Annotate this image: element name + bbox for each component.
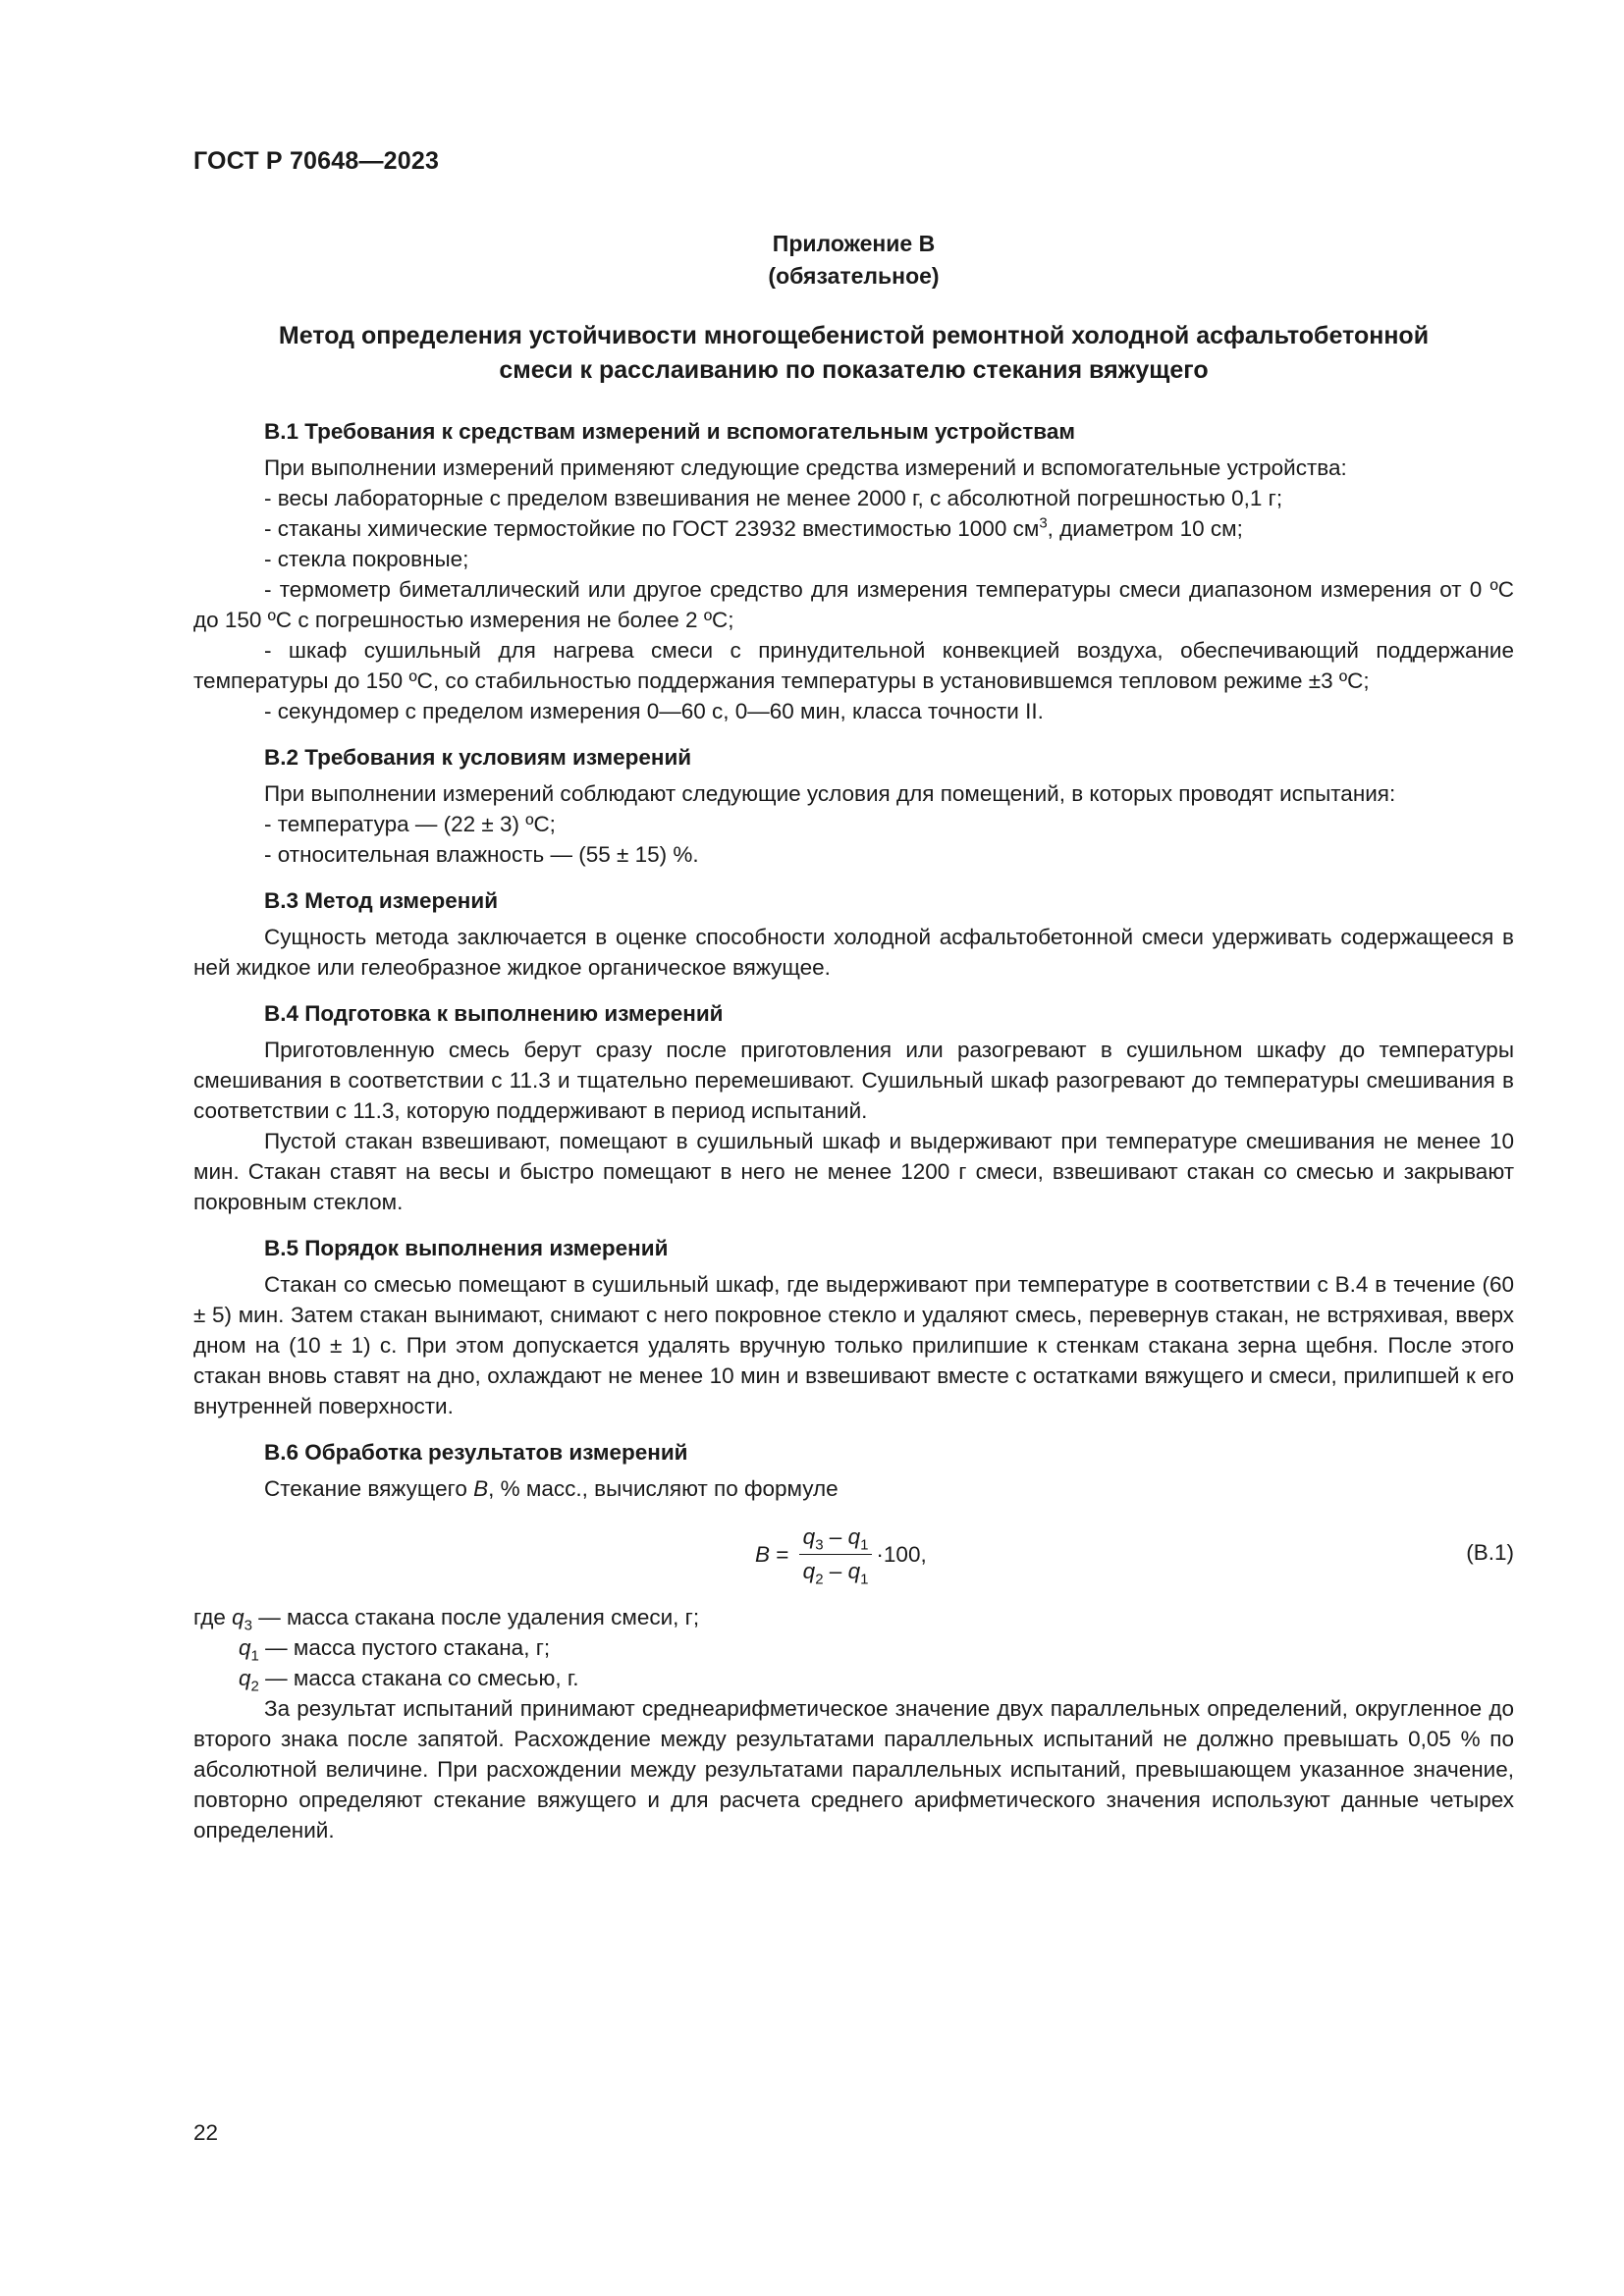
text: где <box>193 1605 233 1629</box>
operator: – <box>823 1523 848 1549</box>
subscript: 2 <box>815 1571 824 1587</box>
list-item-text: , диаметром 10 см; <box>1047 516 1243 541</box>
formula-number: (В.1) <box>1466 1540 1514 1565</box>
annex-label: Приложение В <box>772 231 936 256</box>
list-item <box>193 513 1514 544</box>
subscript: 3 <box>815 1536 824 1553</box>
subscript: 2 <box>250 1678 259 1695</box>
document-page <box>193 0 1514 2296</box>
list-item: - стекла покровные; <box>264 547 469 571</box>
formula-lhs: B <box>755 1541 771 1567</box>
paragraph <box>193 1473 1514 1504</box>
variable: q <box>847 1558 861 1583</box>
text: — масса стакана со смесью, г. <box>258 1666 579 1690</box>
superscript: 3 <box>1039 514 1048 532</box>
operator: – <box>823 1558 848 1583</box>
text: Стекание вяжущего <box>264 1476 474 1501</box>
formula-tail: ·100, <box>876 1541 927 1567</box>
document-id: ГОСТ Р 70648—2023 <box>193 147 440 175</box>
where-item <box>193 1663 1514 1693</box>
paragraph: При выполнении измерений применяют следующие средства измерений и вспомогательные устройства: <box>264 455 1347 480</box>
formula-expression <box>755 1514 927 1594</box>
annex-header <box>193 228 1514 293</box>
list-item: - термометр биметаллический или другое средство для измерения температуры смеси диапазоном измерения от 0 ºС до 150 ºС с погрешностью измерения не более 2 ºС; <box>193 577 1514 632</box>
variable: q <box>847 1523 861 1549</box>
subscript: 1 <box>860 1536 869 1553</box>
variable: q <box>802 1558 816 1583</box>
page-number: 22 <box>193 2120 219 2145</box>
document-body <box>193 416 1514 1845</box>
list-item: - шкаф сушильный для нагрева смеси с принудительной конвекцией воздуха, обеспечивающий поддержание температуры до 150 ºС, со стабильностью поддержания температуры в установившемся тепловом режиме ±3 ºС; <box>193 638 1514 693</box>
annex-title-line-2: смеси к расслаиванию по показателю стекания вяжущего <box>499 356 1209 384</box>
annex-title-line-1: Метод определения устойчивости многощебенистой ремонтной холодной асфальтобетонной <box>278 322 1430 349</box>
formula-equals: = <box>770 1541 795 1567</box>
where-item <box>193 1632 1514 1663</box>
where-item <box>193 1602 1514 1632</box>
variable: q <box>802 1523 816 1549</box>
paragraph: Стакан со смесью помещают в сушильный шкаф, где выдерживают при температуре в соответствии с В.4 в течение (60 ± 5) мин. Затем стакан вынимают, снимают с него покровное стекло и удаляют смесь, перевернув стакан, не встряхивая, вверх дном на (10 ± 1) с. При этом допускается удалять вручную только прилипшие к стенкам стакана зерна щебня. После этого стакан вновь ставят на дно, охлаждают не менее 10 мин и взвешивают вместе с остатками вяжущего и смеси, прилипшей к его внутренней поверхности. <box>193 1272 1514 1418</box>
list-item: - температура — (22 ± 3) ºС; <box>264 812 556 836</box>
paragraph: Приготовленную смесь берут сразу после приготовления или разогревают в сушильном шкафу до температуры смешивания в соответствии с 11.3 и тщательно перемешивают. Сушильный шкаф разогревают до температуры смешивания в соответствии с 11.3, которую поддерживают в период испытаний. <box>193 1038 1514 1123</box>
section-heading-b6: В.6 Обработка результатов измерений <box>264 1440 688 1465</box>
text: — масса стакана после удаления смеси, г; <box>251 1605 700 1629</box>
formula-fraction <box>799 1522 873 1586</box>
paragraph: При выполнении измерений соблюдают следующие условия для помещений, в которых проводят испытания: <box>264 781 1396 806</box>
subscript: 1 <box>250 1647 259 1665</box>
section-heading-b3: В.3 Метод измерений <box>264 888 499 913</box>
text: — масса пустого стакана, г; <box>258 1635 551 1660</box>
formula-denominator <box>799 1555 873 1586</box>
paragraph: За результат испытаний принимают среднеарифметическое значение двух параллельных определений, округленное до второго знака после запятой. Расхождение между результатами параллельных испытаний не должно превышать 0,05 % по абсолютной величине. При расхождении между результатами параллельных испытаний, превышающем указанное значение, повторно определяют стекание вяжущего и для расчета среднего арифметического значения используют данные четырех определений. <box>193 1696 1514 1842</box>
variable: q <box>239 1635 251 1660</box>
list-item: - относительная влажность — (55 ± 15) %. <box>264 842 699 867</box>
subscript: 3 <box>244 1617 252 1634</box>
list-item: - секундомер с пределом измерения 0—60 с, 0—60 мин, класса точности II. <box>264 699 1044 723</box>
section-heading-b4: В.4 Подготовка к выполнению измерений <box>264 1001 724 1026</box>
subscript: 1 <box>860 1571 869 1587</box>
annex-status: (обязательное) <box>768 263 940 289</box>
variable: q <box>232 1605 244 1629</box>
text: , % масс., вычисляют по формуле <box>488 1476 839 1501</box>
list-item: - весы лабораторные с пределом взвешивания не менее 2000 г, с абсолютной погрешностью 0,1 г; <box>264 486 1283 510</box>
paragraph: Сущность метода заключается в оценке способности холодной асфальтобетонной смеси удерживать содержащееся в ней жидкое или гелеобразное жидкое органическое вяжущее. <box>193 925 1514 980</box>
formula-numerator <box>799 1522 873 1555</box>
section-heading-b1: В.1 Требования к средствам измерений и вспомогательным устройствам <box>264 419 1075 444</box>
variable: B <box>473 1476 489 1501</box>
annex-title <box>193 319 1514 388</box>
list-item-text: - стаканы химические термостойкие по ГОСТ 23932 вместимостью 1000 см <box>264 516 1040 541</box>
paragraph: Пустой стакан взвешивают, помещают в сушильный шкаф и выдерживают при температуре смешивания не менее 10 мин. Стакан ставят на весы и быстро помещают в него не менее 1200 г смеси, взвешивают стакан со смесью и закрывают покровным стеклом. <box>193 1129 1514 1214</box>
section-heading-b2: В.2 Требования к условиям измерений <box>264 745 692 770</box>
variable: q <box>239 1666 251 1690</box>
section-heading-b5: В.5 Порядок выполнения измерений <box>264 1236 669 1260</box>
formula-b1 <box>193 1514 1514 1594</box>
